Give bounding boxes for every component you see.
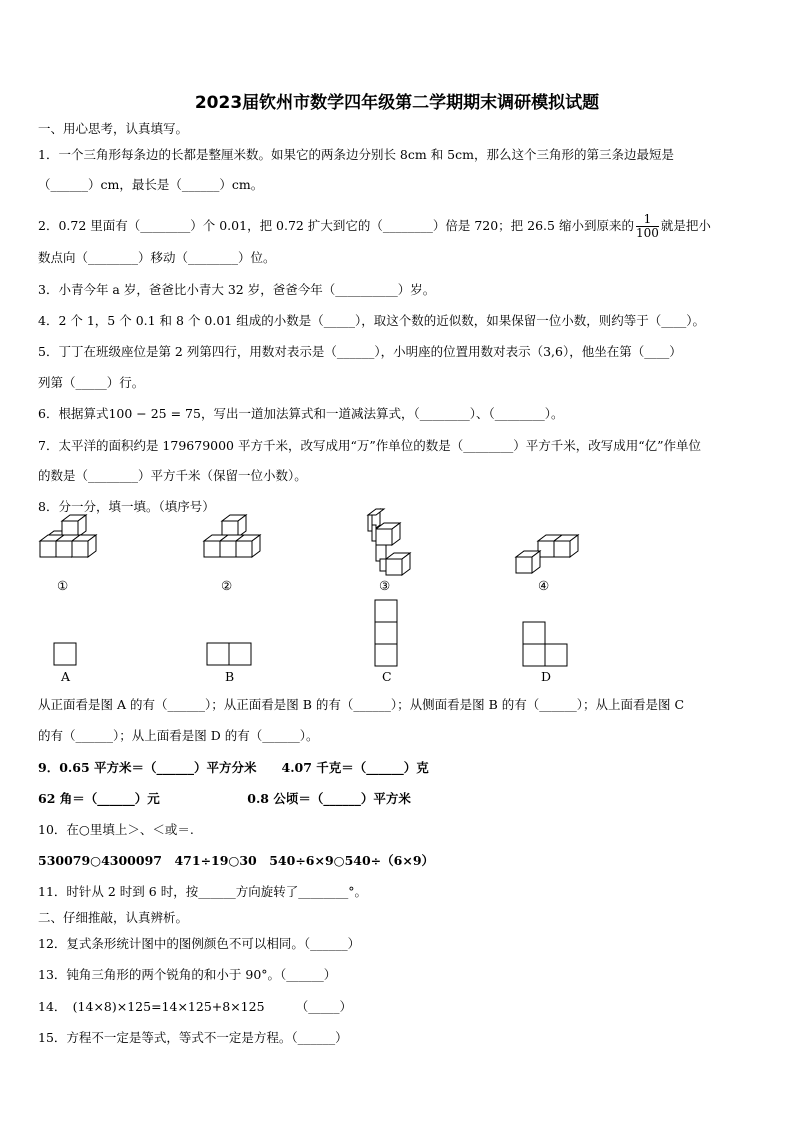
question-7-line-1: 7．太平洋的面积约是 179679000 平方千米，改写成用“万”作单位的数是（________）平方千米，改写成用“亿”作单位 <box>38 438 702 453</box>
question-10-items: 530079○4300097 471÷19○30 540÷6×9○540÷（6×9） <box>38 853 435 868</box>
view-b-left-square <box>207 643 229 665</box>
cube-figure-4 <box>516 535 578 573</box>
page-title: 2023届钦州市数学四年级第二学期期末调研模拟试题 <box>194 93 600 113</box>
view-b-right-square <box>229 643 251 665</box>
view-d-bottom-right-square <box>545 644 567 666</box>
view-b-label: B <box>225 669 235 684</box>
cube-figure-1 <box>40 515 96 557</box>
figure-3-label: ③ <box>379 578 391 593</box>
question-4: 4．2 个 1，5 个 0.1 和 8 个 0.01 组成的小数是（_____），取这个数的近似数，如果保留一位小数，则约等于（____）。 <box>38 313 705 328</box>
fraction-denominator: 100 <box>635 226 659 240</box>
view-c-middle-square <box>375 622 397 644</box>
fraction-numerator: 1 <box>636 213 659 227</box>
question-11: 11．时针从 2 时到 6 时，按______方向旋转了________°。 <box>38 884 367 899</box>
question-8-line-2: 的有（______）；从上面看是图 D 的有（______）。 <box>38 728 319 743</box>
question-2-text: 2．0.72 里面有（________）个 0.01，把 0.72 扩大到它的（________）倍是 720；把 26.5 缩小到原来的 <box>38 218 634 233</box>
cube-figure-2 <box>204 515 260 557</box>
question-8-line-1: 从正面看是图 A 的有（______）；从正面看是图 B 的有（______）；从侧面看是图 B 的有（______）；从上面看是图 C <box>38 697 685 712</box>
question-9-line-2: 62 角＝（______）元 0.8 公顷＝（______）平方米 <box>38 791 411 806</box>
question-5-line-2: 列第（_____）行。 <box>38 375 145 390</box>
view-c-bottom-square <box>375 644 397 666</box>
section-1-heading: 一、用心思考，认真填写。 <box>38 121 189 136</box>
question-7-line-2: 的数是（________）平方千米（保留一位小数）。 <box>38 468 307 483</box>
question-1-line-2: （______）cm，最长是（______）cm。 <box>38 177 264 192</box>
view-d-top-square <box>523 622 545 644</box>
view-a-square <box>54 643 76 665</box>
question-5-line-1: 5．丁丁在班级座位是第 2 列第四行，用数对表示是（______），小明座的位置用数对表示（3,6），他坐在第（____） <box>38 344 682 359</box>
question-10: 10．在○里填上＞、＜或＝. <box>38 822 194 837</box>
question-6: 6．根据算式100 − 25 = 75，写出一道加法算式和一道减法算式，（________）、（________）。 <box>38 406 564 421</box>
figure-2-label: ② <box>221 578 233 593</box>
figure-4-label: ④ <box>538 578 550 593</box>
question-2-line-2: 数点向（________）移动（________）位。 <box>38 250 276 265</box>
question-9-line-1: 9．0.65 平方米＝（______）平方分米 4.07 千克＝（______）克 <box>38 760 429 775</box>
question-3: 3．小青今年 a 岁，爸爸比小青大 32 岁，爸爸今年（__________）岁。 <box>38 282 436 297</box>
view-c-label: C <box>382 669 392 684</box>
figure-1-label: ① <box>57 578 69 593</box>
question-14: 14． (14×8)×125=14×125+8×125 （_____） <box>38 999 353 1014</box>
view-d-bottom-left-square <box>523 644 545 666</box>
question-8: 8．分一分，填一填。（填序号） <box>38 499 215 514</box>
question-13: 13．钝角三角形的两个锐角的和小于 90°。（______） <box>38 967 337 982</box>
question-15: 15．方程不一定是等式，等式不一定是方程。（______） <box>38 1030 348 1045</box>
cube-figure-3 <box>368 509 410 575</box>
view-d-label: D <box>541 669 552 684</box>
question-12: 12．复式条形统计图中的图例颜色不可以相同。（______） <box>38 936 361 951</box>
view-c-top-square <box>375 600 397 622</box>
view-a-label: A <box>61 669 71 684</box>
section-2-heading: 二、仔细推敲，认真辨析。 <box>38 910 189 925</box>
question-1-line-1: 1．一个三角形每条边的长都是整厘米数。如果它的两条边分别长 8cm 和 5cm，那么这个三角形的第三条边最短是 <box>38 147 674 162</box>
question-2-text-tail: 就是把小 <box>660 218 711 233</box>
